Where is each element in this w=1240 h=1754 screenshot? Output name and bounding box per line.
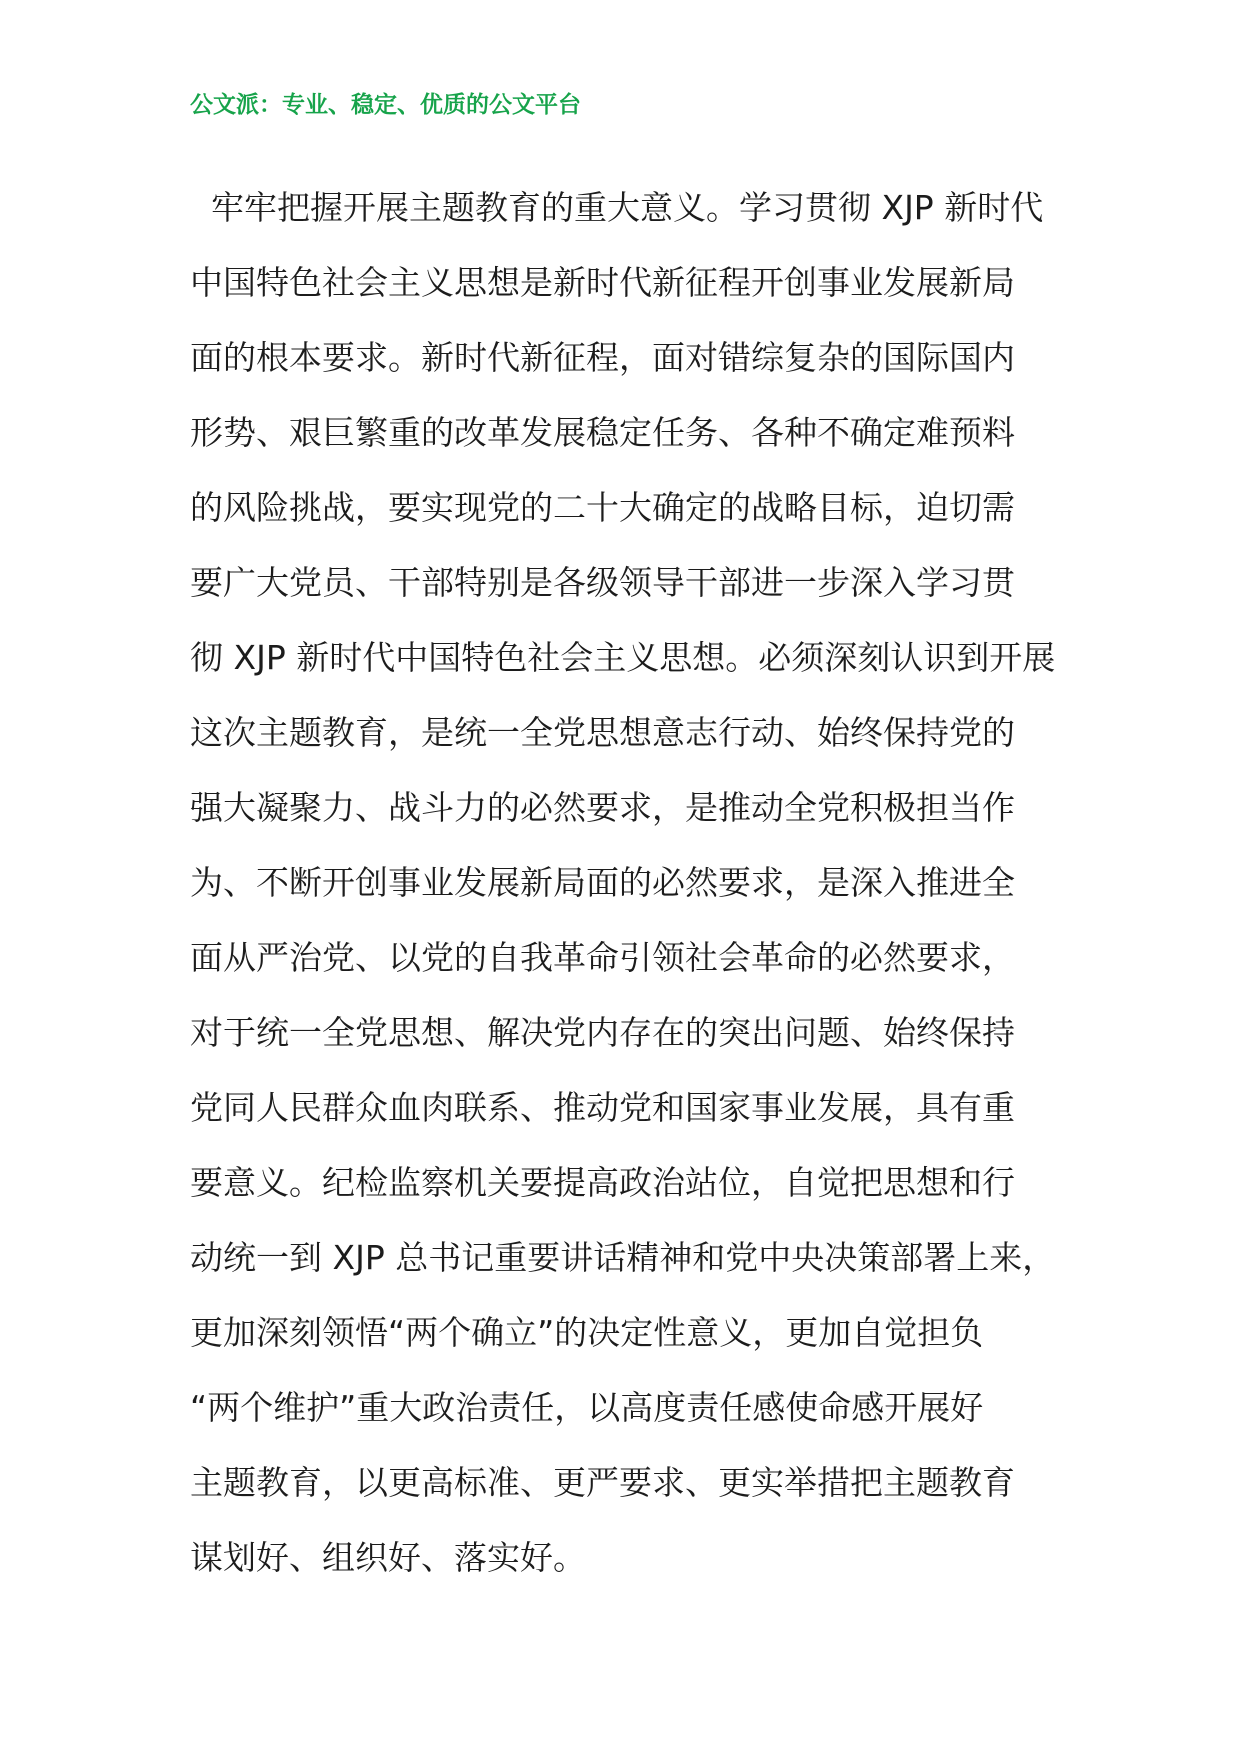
paragraph-line: 更加深刻领悟“两个确立”的决定性意义，更加自觉担负 <box>190 1313 984 1352</box>
paragraph-line: 面的根本要求。新时代新征程，面对错综复杂的国际国内 <box>190 338 1015 377</box>
body-paragraph <box>190 170 1070 1595</box>
paragraph-line: 党同人民群众血肉联系、推动党和国家事业发展，具有重 <box>190 1088 1015 1127</box>
paragraph-line: 为、不断开创事业发展新局面的必然要求，是深入推进全 <box>190 863 1015 902</box>
paragraph-line: 中国特色社会主义思想是新时代新征程开创事业发展新局 <box>190 263 1015 302</box>
paragraph-line: 这次主题教育，是统一全党思想意志行动、始终保持党的 <box>190 713 1015 752</box>
paragraph-line: 动统一到 XJP 总书记重要讲话精神和党中央决策部署上来， <box>190 1238 1056 1277</box>
paragraph-line: 强大凝聚力、战斗力的必然要求，是推动全党积极担当作 <box>190 788 1015 827</box>
paragraph-line: 形势、艰巨繁重的改革发展稳定任务、各种不确定难预料 <box>190 413 1015 452</box>
paragraph-line: 彻 XJP 新时代中国特色社会主义思想。必须深刻认识到开展 <box>190 638 1056 677</box>
paragraph-line: 要意义。纪检监察机关要提高政治站位，自觉把思想和行 <box>190 1163 1015 1202</box>
paragraph-line: 对于统一全党思想、解决党内存在的突出问题、始终保持 <box>190 1013 1015 1052</box>
header-banner-text: 公文派：专业、稳定、优质的公文平台 <box>190 91 581 118</box>
paragraph-line: 要广大党员、干部特别是各级领导干部进一步深入学习贯 <box>190 563 1015 602</box>
paragraph-line: “两个维护”重大政治责任，以高度责任感使命感开展好 <box>190 1388 984 1427</box>
paragraph-line: 谋划好、组织好、落实好。 <box>190 1538 586 1577</box>
paragraph-line: 牢牢把握开展主题教育的重大意义。学习贯彻 XJP 新时代 <box>190 188 1044 227</box>
paragraph-line: 主题教育，以更高标准、更严要求、更实举措把主题教育 <box>190 1463 1015 1502</box>
paragraph-line: 面从严治党、以党的自我革命引领社会革命的必然要求， <box>190 938 1015 977</box>
paragraph-line: 的风险挑战，要实现党的二十大确定的战略目标，迫切需 <box>190 488 1015 527</box>
